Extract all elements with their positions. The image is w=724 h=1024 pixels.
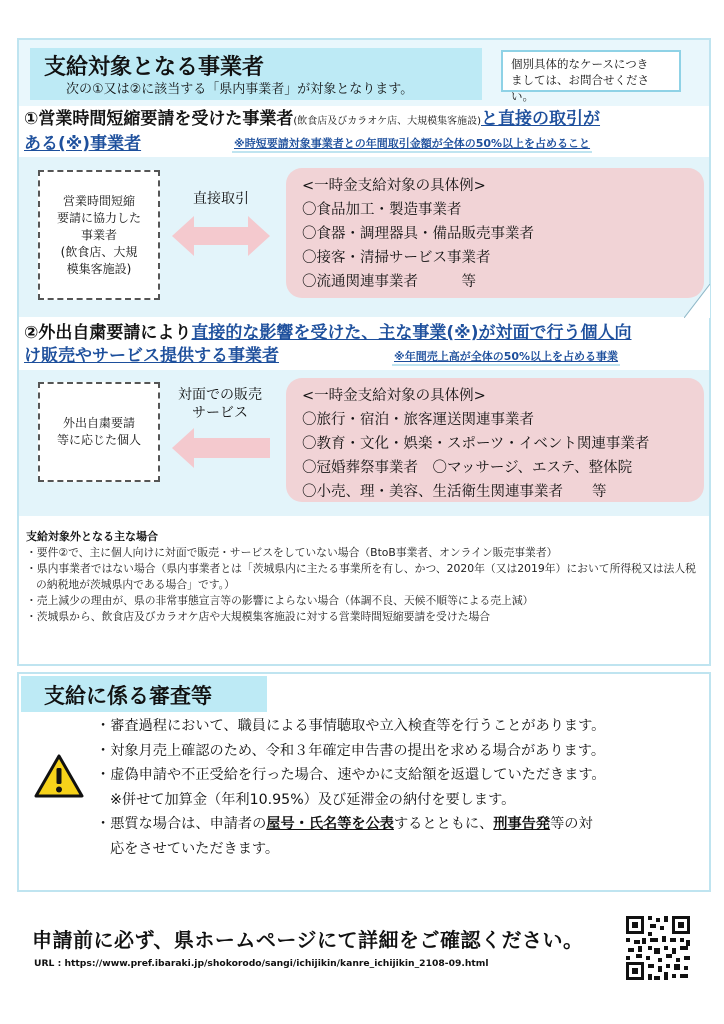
exclusions-title: 支給対象外となる主な場合 [26, 530, 158, 543]
category2-title-emphasis2: け販売やサービス提供する事業者 [24, 346, 279, 366]
review-bullet-note: ※併せて加算金（年利10.95%）及び延滞金の納付を要します。 [110, 791, 516, 808]
category1-business-box: 営業時間短縮 要請に協力した 事業者 (飲食店、大規 模集客施設) [38, 170, 160, 300]
exclusion-item: ・売上減少の理由が、県の非常事態宣言等の影響によらない場合（体調不良、天候不順等による売上減） [26, 594, 534, 607]
category1-example-item: 〇食品加工・製造事業者 [302, 202, 462, 218]
bullet5-pre: ・悪質な場合は、申請者の [96, 816, 267, 832]
category1-condition: ※時短要請対象事業者との年間取引金額が全体の50%以上を占めること [232, 135, 592, 153]
exclusion-item: ・県内事業者ではない場合（県内事業者とは「茨城県内に主たる事業所を有し、かつ、2020年（又は2019年）において所得税又は法人税の納税地が茨城県内である場合」です。） [26, 562, 696, 591]
category1-title-emphasis2: ある(※)事業者 [24, 134, 142, 154]
category2-title-emphasis1: 直接的な影響を受けた、主な事業(※)が対面で行う個人向 [191, 323, 632, 343]
bullet5-criminal-complaint: 刑事告発 [493, 816, 551, 832]
category1-example-item: 〇接客・清掃サービス事業者 [302, 250, 491, 266]
left-arrow-icon [172, 428, 270, 468]
category2-examples-title: <一時金支給対象の具体例> [302, 388, 486, 404]
bullet5-mid: するとともに、 [393, 816, 494, 832]
category1-examples [286, 168, 704, 298]
category2-example-item: 〇冠婚葬祭事業者 〇マッサージ、エステ、整体院 [302, 460, 633, 476]
review-bullet: ・虚偽申請や不正受給を行った場合、速やかに支給額を返還していただきます。 [96, 767, 606, 783]
page-fold-decoration [684, 284, 710, 318]
category1-title-emphasis1: と直接の取引が [481, 109, 601, 129]
category1-example-item: 〇食器・調理器具・備品販売事業者 [302, 226, 534, 242]
exclusions-list [26, 545, 702, 625]
category2-example-item: 〇教育・文化・娯楽・スポーツ・イベント関連事業者 [302, 436, 650, 452]
bullet5-post: 等の対 [550, 816, 593, 832]
category2-title-main: ②外出自粛要請により [24, 323, 192, 343]
exclusion-item: ・茨城県から、飲食店及びカラオケ店や大規模集客施設に対する営業時間短縮要請を受けた場合 [26, 610, 491, 623]
category2-arrow-label: 対面での販売 サービス [178, 387, 262, 421]
category2-condition: ※年間売上高が全体の50%以上を占める事業 [392, 348, 620, 366]
category2-example-item: 〇旅行・宿泊・旅客運送関連事業者 [302, 412, 534, 428]
category2-examples [286, 378, 704, 502]
review-bullets [96, 714, 708, 861]
review-bullet: ・対象月売上確認のため、令和３年確定申告書の提出を求める場合があります。 [96, 742, 606, 759]
category1-arrow-label: 直接取引 [193, 191, 249, 207]
qr-code-icon[interactable] [624, 914, 692, 982]
footer-url[interactable]: URL : https://www.pref.ibaraki.jp/shokorodo/sangi/ichijikin/kanre_ichijikin_2108-09.html [34, 958, 489, 969]
section1-title: 支給対象となる事業者 [44, 55, 265, 80]
review-bullet: ・審査過程において、職員による事情聴取や立入検査等を行うことがあります。 [96, 718, 606, 734]
category1-examples-title: <一時金支給対象の具体例> [302, 178, 486, 194]
category2-individual-box: 外出自粛要請 等に応じた個人 [38, 382, 160, 482]
exclusion-item: ・要件②で、主に個人向けに対面で販売・サービスをしていない場合（BtoB事業者、オンライン販売事業者） [26, 546, 558, 559]
section2-title: 支給に係る審査等 [44, 684, 212, 708]
review-bullet [96, 812, 708, 837]
category1-title-small: (飲食店及びカラオケ店、大規模集客施設) [293, 116, 482, 127]
bullet5-publish-name: 屋号・氏名等を公表 [266, 816, 394, 832]
inquiry-note: 個別具体的なケースにつき ましては、お問合せください。 [501, 50, 681, 92]
category1-title-main: ①営業時間短縮要請を受けた事業者 [24, 109, 294, 129]
category1-example-item: 〇流通関連事業者 等 [302, 274, 476, 290]
double-arrow-icon [172, 214, 270, 258]
warning-icon [34, 754, 84, 798]
category2-example-item: 〇小売、理・美容、生活衛生関連事業者 等 [302, 484, 607, 500]
section1-subtitle: 次の①又は②に該当する「県内事業者」が対象となります。 [66, 82, 414, 97]
footer-message: 申請前に必ず、県ホームページにて詳細をご確認ください。 [32, 928, 584, 952]
review-bullet-continued: 応をさせていただきます。 [110, 840, 280, 857]
